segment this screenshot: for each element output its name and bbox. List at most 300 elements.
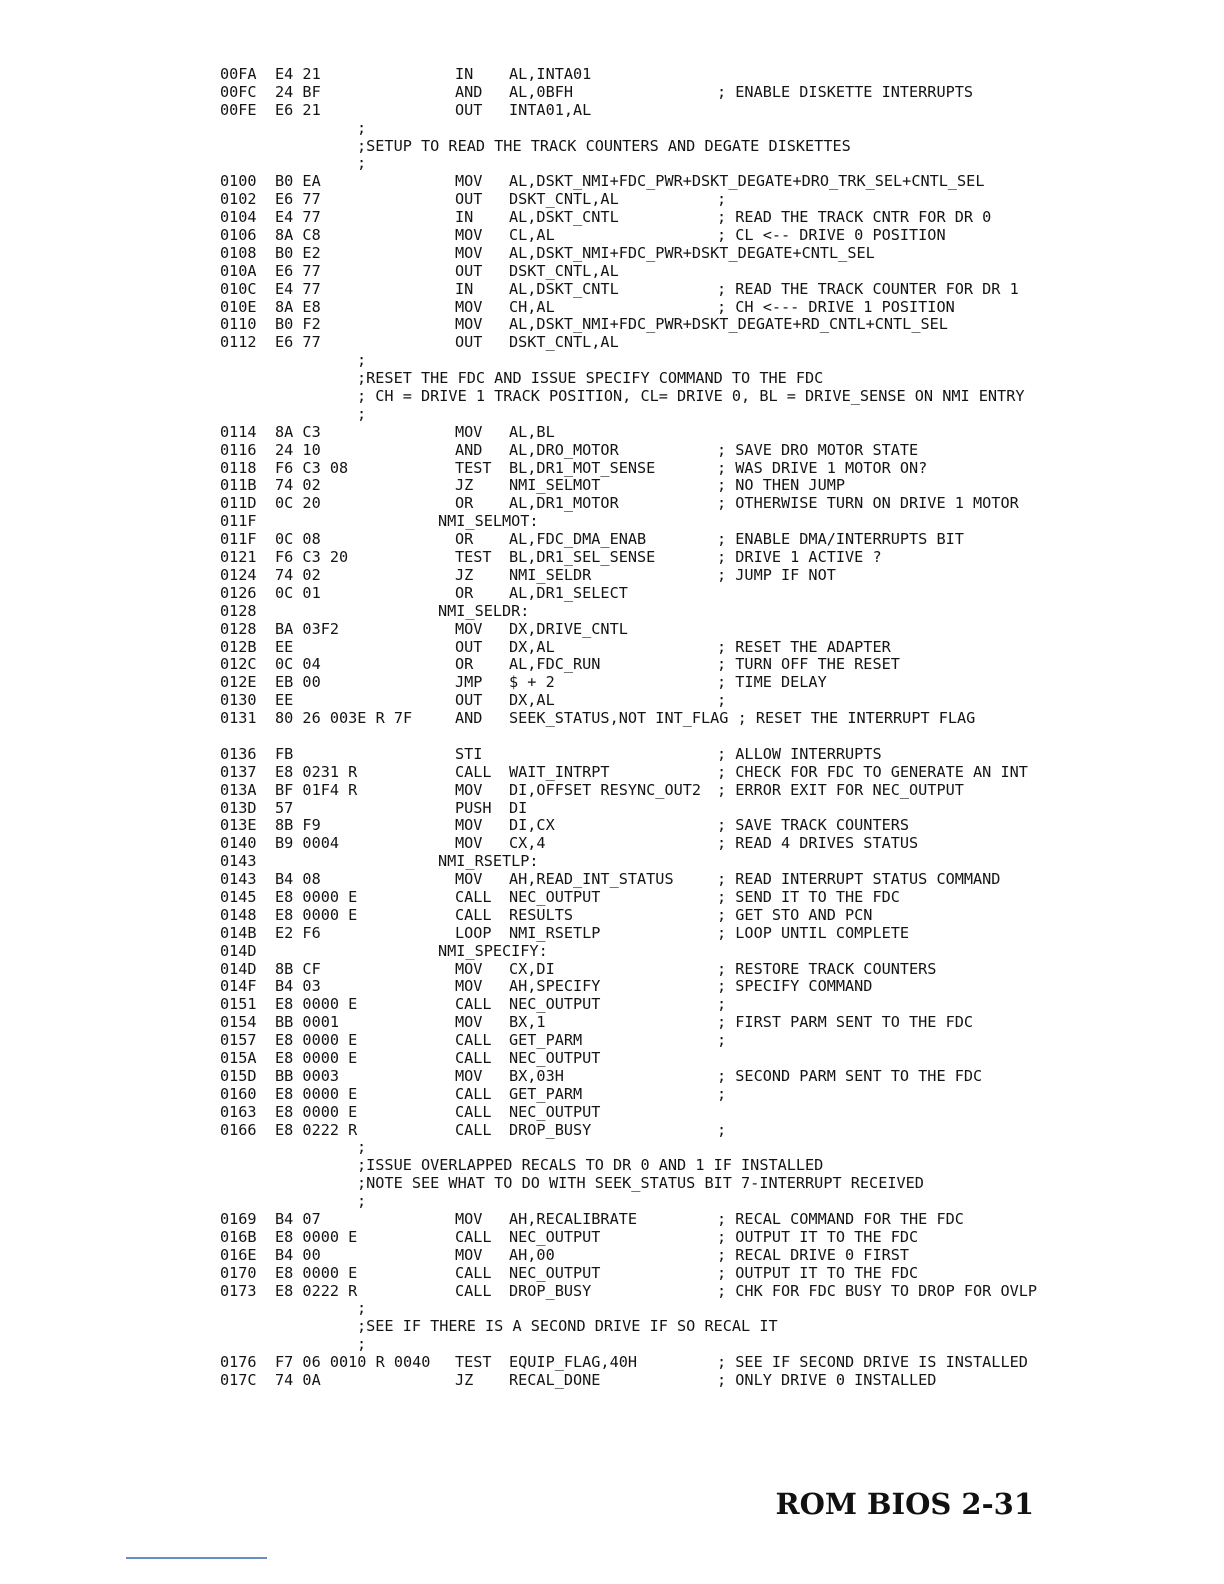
comment: ; OUTPUT IT TO THE FDC [717, 1227, 919, 1246]
comment: ; RESET THE ADAPTER [717, 637, 891, 656]
listing-line [220, 1014, 1210, 1032]
opcode: TEST [455, 548, 492, 567]
opcode: OUT [455, 637, 483, 656]
comment: ; READ THE TRACK CNTR FOR DR 0 [717, 208, 992, 227]
comment-line: ;SETUP TO READ THE TRACK COUNTERS AND DEGATE DISKETTES [357, 136, 851, 155]
operands: DX,AL [509, 691, 555, 710]
machine-code: E6 77 [275, 190, 321, 209]
operands: BL,DR1_MOT_SENSE [509, 458, 656, 477]
listing-line [220, 1300, 1210, 1318]
comment-line: ; [357, 118, 367, 137]
machine-code: 57 [275, 798, 294, 817]
operands: DSKT_CNTL,AL [509, 190, 619, 209]
machine-code: E8 0000 E [275, 1048, 358, 1067]
operands: CH,AL [509, 297, 555, 316]
address: 0166 [220, 1120, 257, 1139]
opcode: MOV [455, 226, 483, 245]
listing-line [220, 889, 1210, 907]
listing-line [220, 639, 1210, 657]
opcode: STI [455, 744, 483, 763]
machine-code: E8 0000 E [275, 1263, 358, 1282]
comment-line: ; [357, 1138, 367, 1157]
opcode: CALL [455, 1263, 492, 1282]
comment: ; CHECK FOR FDC TO GENERATE AN INT [717, 762, 1028, 781]
assembly-listing [220, 66, 1210, 1390]
listing-line [220, 1265, 1210, 1283]
operands: NEC_OUTPUT [509, 1227, 601, 1246]
comment: ; SEE IF SECOND DRIVE IS INSTALLED [717, 1353, 1028, 1372]
machine-code: BB 0001 [275, 1013, 340, 1032]
address: 0157 [220, 1031, 257, 1050]
comment: ; [717, 995, 727, 1014]
opcode: CALL [455, 1031, 492, 1050]
opcode: AND [455, 440, 483, 459]
address: 011F [220, 530, 257, 549]
listing-line [220, 334, 1210, 352]
listing-line [220, 263, 1210, 281]
opcode: JZ [455, 476, 474, 495]
address: 013A [220, 780, 257, 799]
listing-line [220, 406, 1210, 424]
machine-code: 74 02 [275, 476, 321, 495]
listing-line [220, 316, 1210, 334]
operands: AL,DSKT_CNTL [509, 279, 619, 298]
machine-code: EE [275, 637, 294, 656]
opcode: JZ [455, 1371, 474, 1390]
listing-line [220, 853, 1210, 871]
address: 0128 [220, 619, 257, 638]
comment: ; ALLOW INTERRUPTS [717, 744, 882, 763]
machine-code: 8A C8 [275, 226, 321, 245]
operands: DI,OFFSET RESYNC_OUT2 [509, 780, 702, 799]
operands: RECAL_DONE [509, 1371, 601, 1390]
operands: AL,DSKT_CNTL [509, 208, 619, 227]
operands: BX,03H [509, 1066, 564, 1085]
address: 0160 [220, 1084, 257, 1103]
listing-line [220, 961, 1210, 979]
listing-line [220, 66, 1210, 84]
opcode: MOV [455, 619, 483, 638]
address: 012B [220, 637, 257, 656]
label: NMI_SPECIFY: [438, 941, 548, 960]
address: 015A [220, 1048, 257, 1067]
comment: ; [717, 1031, 727, 1050]
address: 010A [220, 261, 257, 280]
machine-code: BA 03F2 [275, 619, 340, 638]
comment: ; READ THE TRACK COUNTER FOR DR 1 [717, 279, 1019, 298]
machine-code: 0C 08 [275, 530, 321, 549]
comment: ; OTHERWISE TURN ON DRIVE 1 MOTOR [717, 494, 1019, 513]
listing-line [220, 460, 1210, 478]
listing-line [220, 585, 1210, 603]
operands: RESULTS [509, 905, 574, 924]
listing-line [220, 764, 1210, 782]
comment: ; TIME DELAY [717, 673, 827, 692]
listing-line [220, 549, 1210, 567]
opcode: MOV [455, 297, 483, 316]
address: 016B [220, 1227, 257, 1246]
listing-line [220, 996, 1210, 1014]
listing-line [220, 978, 1210, 996]
opcode: TEST [455, 1353, 492, 1372]
address: 011B [220, 476, 257, 495]
opcode: MOV [455, 870, 483, 889]
listing-line [220, 1050, 1210, 1068]
machine-code: E8 0000 E [275, 1227, 358, 1246]
machine-code: F6 C3 20 [275, 548, 349, 567]
opcode: IN [455, 65, 474, 83]
listing-line [220, 800, 1210, 818]
label: NMI_SELMOT: [438, 512, 539, 531]
opcode: JMP [455, 673, 483, 692]
machine-code: B0 EA [275, 172, 321, 191]
address: 0114 [220, 422, 257, 441]
machine-code: E8 0231 R [275, 762, 358, 781]
machine-code: B0 E2 [275, 243, 321, 262]
operands: SEEK_STATUS,NOT INT_FLAG ; RESET THE INTERRUPT FLAG [509, 709, 976, 728]
machine-code: E2 F6 [275, 923, 321, 942]
machine-code: FB [275, 744, 294, 763]
opcode: MOV [455, 422, 483, 441]
operands: NEC_OUTPUT [509, 1263, 601, 1282]
operands: NEC_OUTPUT [509, 1102, 601, 1121]
opcode: AND [455, 82, 483, 101]
machine-code: BB 0003 [275, 1066, 340, 1085]
operands: NEC_OUTPUT [509, 995, 601, 1014]
machine-code: B9 0004 [275, 834, 340, 853]
listing-line [220, 871, 1210, 889]
address: 0143 [220, 852, 257, 871]
address: 0176 [220, 1353, 257, 1372]
comment-line: ; [357, 1192, 367, 1211]
comment: ; READ INTERRUPT STATUS COMMAND [717, 870, 1001, 889]
operands: WAIT_INTRPT [509, 762, 610, 781]
opcode: OUT [455, 190, 483, 209]
machine-code: 8B F9 [275, 816, 321, 835]
address: 014D [220, 959, 257, 978]
opcode: CALL [455, 1227, 492, 1246]
address: 0108 [220, 243, 257, 262]
opcode: LOOP [455, 923, 492, 942]
operands: AL,FDC_DMA_ENAB [509, 530, 647, 549]
opcode: CALL [455, 1102, 492, 1121]
listing-line [220, 513, 1210, 531]
comment: ; SPECIFY COMMAND [717, 977, 873, 996]
machine-code: 24 10 [275, 440, 321, 459]
address: 0110 [220, 315, 257, 334]
operands: DI,CX [509, 816, 555, 835]
machine-code: F7 06 0010 R 0040 [275, 1353, 431, 1372]
listing-line [220, 907, 1210, 925]
machine-code: 8A E8 [275, 297, 321, 316]
operands: AL,DRO_MOTOR [509, 440, 619, 459]
machine-code: 8B CF [275, 959, 321, 978]
opcode: CALL [455, 1281, 492, 1300]
machine-code: E8 0000 E [275, 887, 358, 906]
comment-line: ; CH = DRIVE 1 TRACK POSITION, CL= DRIVE 0, BL = DRIVE_SENSE ON NMI ENTRY [357, 387, 1025, 406]
machine-code: F6 C3 08 [275, 458, 349, 477]
comment: ; SEND IT TO THE FDC [717, 887, 900, 906]
listing-line [220, 245, 1210, 263]
listing-line [220, 1318, 1210, 1336]
listing-line [220, 370, 1210, 388]
address: 0163 [220, 1102, 257, 1121]
listing-line [220, 102, 1210, 120]
operands: DSKT_CNTL,AL [509, 333, 619, 352]
listing-line [220, 84, 1210, 102]
listing-line [220, 209, 1210, 227]
operands: DX,AL [509, 637, 555, 656]
address: 0126 [220, 583, 257, 602]
comment-line: ; [357, 1335, 367, 1354]
listing-line [220, 728, 1210, 746]
operands: AL,BL [509, 422, 555, 441]
listing-line [220, 656, 1210, 674]
listing-line [220, 603, 1210, 621]
listing-line [220, 442, 1210, 460]
listing-line [220, 674, 1210, 692]
operands: DROP_BUSY [509, 1281, 592, 1300]
listing-line [220, 1175, 1210, 1193]
opcode: MOV [455, 243, 483, 262]
machine-code: E4 77 [275, 208, 321, 227]
opcode: MOV [455, 172, 483, 191]
machine-code: EE [275, 691, 294, 710]
opcode: CALL [455, 905, 492, 924]
comment-line: ; [357, 1299, 367, 1318]
machine-code: 80 26 003E R 7F [275, 709, 413, 728]
comment-line: ;SEE IF THERE IS A SECOND DRIVE IF SO RECAL IT [357, 1317, 778, 1336]
machine-code: E8 0222 R [275, 1281, 358, 1300]
comment: ; CH <--- DRIVE 1 POSITION [717, 297, 955, 316]
listing-line [220, 191, 1210, 209]
address: 014D [220, 941, 257, 960]
operands: GET_PARM [509, 1031, 583, 1050]
opcode: IN [455, 208, 474, 227]
opcode: CALL [455, 995, 492, 1014]
listing-line [220, 746, 1210, 764]
address: 0100 [220, 172, 257, 191]
address: 012C [220, 655, 257, 674]
address: 0124 [220, 565, 257, 584]
comment: ; ONLY DRIVE 0 INSTALLED [717, 1371, 937, 1390]
address: 010E [220, 297, 257, 316]
machine-code: E8 0000 E [275, 995, 358, 1014]
address: 016E [220, 1245, 257, 1264]
comment-line: ;RESET THE FDC AND ISSUE SPECIFY COMMAND TO THE FDC [357, 369, 824, 388]
address: 0169 [220, 1210, 257, 1228]
listing-line [220, 495, 1210, 513]
opcode: MOV [455, 1245, 483, 1264]
opcode: CALL [455, 1120, 492, 1139]
listing-line [220, 835, 1210, 853]
opcode: IN [455, 279, 474, 298]
comment: ; TURN OFF THE RESET [717, 655, 900, 674]
operands: NMI_RSETLP [509, 923, 601, 942]
opcode: OR [455, 530, 474, 549]
address: 011F [220, 512, 257, 531]
operands: AL,DSKT_NMI+FDC_PWR+DSKT_DEGATE+CNTL_SEL [509, 243, 875, 262]
listing-line [220, 138, 1210, 156]
machine-code: 0C 04 [275, 655, 321, 674]
address: 0102 [220, 190, 257, 209]
address: 00FA [220, 65, 257, 83]
opcode: CALL [455, 762, 492, 781]
machine-code: B4 08 [275, 870, 321, 889]
comment-line: ; [357, 154, 367, 173]
operands: AH,READ_INT_STATUS [509, 870, 674, 889]
listing-line [220, 692, 1210, 710]
machine-code: E6 77 [275, 333, 321, 352]
address: 013D [220, 798, 257, 817]
listing-line [220, 299, 1210, 317]
machine-code: B4 00 [275, 1245, 321, 1264]
comment: ; RESTORE TRACK COUNTERS [717, 959, 937, 978]
opcode: OUT [455, 261, 483, 280]
address: 0136 [220, 744, 257, 763]
address: 014B [220, 923, 257, 942]
operands: BL,DR1_SEL_SENSE [509, 548, 656, 567]
operands: AL,INTA01 [509, 65, 592, 83]
listing-line [220, 388, 1210, 406]
listing-line [220, 1283, 1210, 1301]
comment: ; READ 4 DRIVES STATUS [717, 834, 919, 853]
opcode: OR [455, 583, 474, 602]
listing-line [220, 120, 1210, 138]
operands: AL,0BFH [509, 82, 574, 101]
address: 00FC [220, 82, 257, 101]
address: 0170 [220, 1263, 257, 1282]
listing-line [220, 710, 1210, 728]
operands: AL,DSKT_NMI+FDC_PWR+DSKT_DEGATE+DRO_TRK_SEL+CNTL_SEL [509, 172, 985, 191]
address: 0128 [220, 601, 257, 620]
address: 0140 [220, 834, 257, 853]
listing-line [220, 782, 1210, 800]
comment: ; [717, 190, 727, 209]
operands: CX,4 [509, 834, 546, 853]
address: 0145 [220, 887, 257, 906]
label: NMI_RSETLP: [438, 852, 539, 871]
listing-line [220, 227, 1210, 245]
address: 0118 [220, 458, 257, 477]
listing-line [220, 817, 1210, 835]
operands: NMI_SELMOT [509, 476, 601, 495]
page-footer: ROM BIOS 2-31 [775, 1487, 1034, 1521]
comment: ; RECAL DRIVE 0 FIRST [717, 1245, 910, 1264]
operands: AL,DR1_SELECT [509, 583, 628, 602]
opcode: CALL [455, 887, 492, 906]
address: 0151 [220, 995, 257, 1014]
opcode: MOV [455, 959, 483, 978]
operands: AL,DR1_MOTOR [509, 494, 619, 513]
listing-line [220, 1032, 1210, 1050]
comment: ; SAVE TRACK COUNTERS [717, 816, 910, 835]
opcode: CALL [455, 1048, 492, 1067]
address: 0116 [220, 440, 257, 459]
opcode: AND [455, 709, 483, 728]
listing-line [220, 1354, 1210, 1372]
listing-line [220, 943, 1210, 961]
comment: ; LOOP UNTIL COMPLETE [717, 923, 910, 942]
operands: EQUIP_FLAG,40H [509, 1353, 638, 1372]
machine-code: E4 21 [275, 65, 321, 83]
comment: ; RECAL COMMAND FOR THE FDC [717, 1210, 964, 1228]
listing-line [220, 1336, 1210, 1354]
opcode: MOV [455, 977, 483, 996]
machine-code: 8A C3 [275, 422, 321, 441]
comment: ; [717, 1084, 727, 1103]
address: 013E [220, 816, 257, 835]
listing-line [220, 1139, 1210, 1157]
machine-code: E8 0000 E [275, 1084, 358, 1103]
address: 0121 [220, 548, 257, 567]
comment: ; [717, 1120, 727, 1139]
machine-code: E8 0222 R [275, 1120, 358, 1139]
opcode: CALL [455, 1084, 492, 1103]
machine-code: E8 0000 E [275, 1102, 358, 1121]
machine-code: EB 00 [275, 673, 321, 692]
listing-line [220, 1211, 1210, 1229]
address: 0137 [220, 762, 257, 781]
address: 0106 [220, 226, 257, 245]
operands: NMI_SELDR [509, 565, 592, 584]
opcode: OUT [455, 333, 483, 352]
listing-line [220, 1104, 1210, 1122]
operands: DROP_BUSY [509, 1120, 592, 1139]
operands: CX,DI [509, 959, 555, 978]
operands: INTA01,AL [509, 100, 592, 119]
address: 0131 [220, 709, 257, 728]
comment: ; CL <-- DRIVE 0 POSITION [717, 226, 946, 245]
listing-line [220, 1247, 1210, 1265]
operands: NEC_OUTPUT [509, 1048, 601, 1067]
listing-line [220, 621, 1210, 639]
address: 0130 [220, 691, 257, 710]
listing-line [220, 567, 1210, 585]
machine-code: E6 77 [275, 261, 321, 280]
opcode: MOV [455, 1066, 483, 1085]
operands: CL,AL [509, 226, 555, 245]
operands: GET_PARM [509, 1084, 583, 1103]
opcode: MOV [455, 780, 483, 799]
comment: ; DRIVE 1 ACTIVE ? [717, 548, 882, 567]
address: 0173 [220, 1281, 257, 1300]
listing-line [220, 1157, 1210, 1175]
listing-line [220, 1086, 1210, 1104]
machine-code: E4 77 [275, 279, 321, 298]
machine-code: 74 02 [275, 565, 321, 584]
comment-line: ;ISSUE OVERLAPPED RECALS TO DR 0 AND 1 IF INSTALLED [357, 1156, 824, 1175]
listing-line [220, 1068, 1210, 1086]
machine-code: 0C 20 [275, 494, 321, 513]
listing-line [220, 155, 1210, 173]
comment: ; SAVE DRO MOTOR STATE [717, 440, 919, 459]
listing-line [220, 1122, 1210, 1140]
footer-rule [126, 1557, 267, 1559]
comment-line: ;NOTE SEE WHAT TO DO WITH SEEK_STATUS BIT 7-INTERRUPT RECEIVED [357, 1174, 924, 1193]
operands: AH,SPECIFY [509, 977, 601, 996]
opcode: OUT [455, 100, 483, 119]
machine-code: E8 0000 E [275, 905, 358, 924]
opcode: MOV [455, 315, 483, 334]
machine-code: E8 0000 E [275, 1031, 358, 1050]
address: 012E [220, 673, 257, 692]
address: 014F [220, 977, 257, 996]
comment: ; ERROR EXIT FOR NEC_OUTPUT [717, 780, 964, 799]
comment: ; FIRST PARM SENT TO THE FDC [717, 1013, 974, 1032]
comment: ; GET STO AND PCN [717, 905, 873, 924]
address: 0148 [220, 905, 257, 924]
